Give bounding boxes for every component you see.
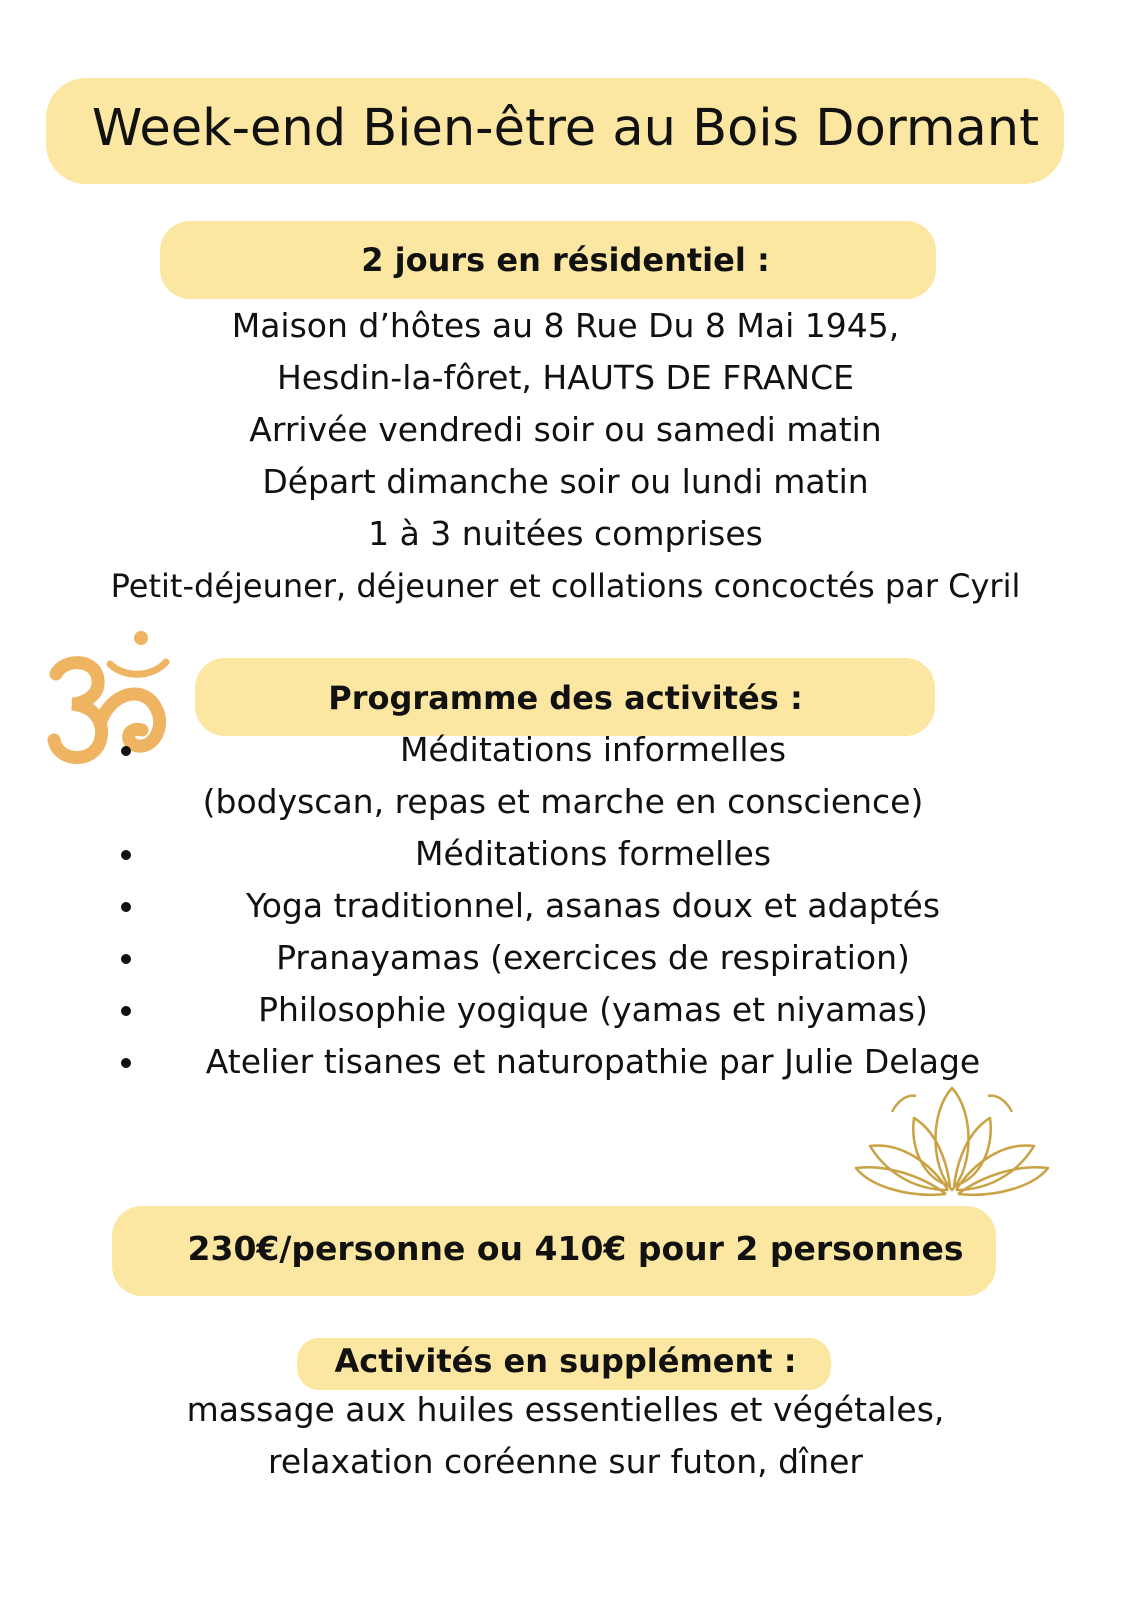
bullet: [121, 746, 131, 756]
bullet: [121, 850, 131, 860]
bullet: [121, 902, 131, 912]
list-item: Pranayamas (exercices de respiration): [276, 938, 910, 977]
bullet: [121, 954, 131, 964]
price-text: 230€/personne ou 410€ pour 2 personnes: [187, 1229, 964, 1268]
bullet: [121, 1006, 131, 1016]
list-item: Atelier tisanes et naturopathie par Julie Delage: [205, 1042, 981, 1081]
lotus-icon: [852, 1082, 1052, 1202]
arrival-line: Arrivée vendredi soir ou samedi matin: [249, 410, 882, 449]
list-item-continuation: (bodyscan, repas et marche en conscience): [202, 782, 924, 821]
residential-heading: 2 jours en résidentiel :: [361, 241, 770, 279]
list-item: Méditations formelles: [414, 834, 772, 873]
extras-line: massage aux huiles essentielles et végétales,: [186, 1390, 945, 1429]
bullet: [121, 1058, 131, 1068]
meals-line: Petit-déjeuner, déjeuner et collations concoctés par Cyril: [110, 567, 1021, 605]
list-item: Méditations informelles: [399, 730, 787, 769]
list-item: Yoga traditionnel, asanas doux et adaptés: [245, 886, 941, 925]
extras-heading: Activités en supplément :: [334, 1342, 797, 1380]
address-line: Maison d’hôtes au 8 Rue Du 8 Mai 1945,: [231, 306, 900, 345]
nights-line: 1 à 3 nuitées comprises: [368, 514, 763, 553]
page-title: Week-end Bien-être au Bois Dormant: [91, 99, 1040, 158]
departure-line: Départ dimanche soir ou lundi matin: [262, 462, 869, 501]
city-line: Hesdin-la-fôret, HAUTS DE FRANCE: [276, 358, 855, 397]
program-heading: Programme des activités :: [328, 679, 803, 717]
residential-details: [0, 300, 1131, 612]
extras-line: relaxation coréenne sur futon, dîner: [267, 1442, 863, 1481]
list-item: Philosophie yogique (yamas et niyamas): [258, 990, 928, 1029]
